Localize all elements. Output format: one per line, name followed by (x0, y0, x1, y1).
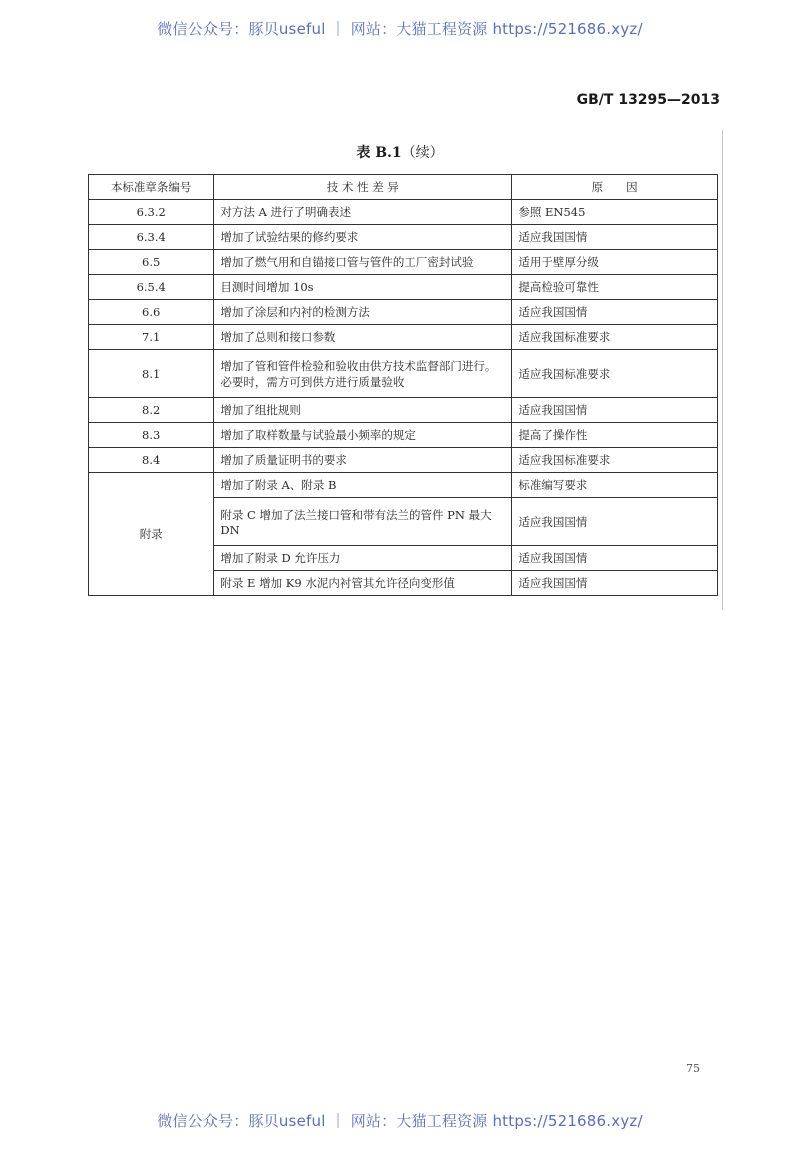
cell-reason: 提高了操作性 (512, 423, 718, 448)
cell-difference: 增加了取样数量与试验最小频率的规定 (214, 423, 512, 448)
table-row (89, 448, 718, 473)
table-row (89, 398, 718, 423)
page-number: 75 (686, 1062, 700, 1075)
cell-difference: 增加了涂层和内衬的检测方法 (214, 300, 512, 325)
table-title-number: 表 B.1 (356, 145, 402, 161)
cell-difference: 增加了附录 D 允许压力 (214, 546, 512, 571)
cell-difference: 增加了附录 A、附录 B (214, 473, 512, 498)
header-difference: 技 术 性 差 异 (214, 175, 512, 200)
table-header-row (89, 175, 718, 200)
cell-reason: 适应我国国情 (512, 225, 718, 250)
table-row (89, 250, 718, 275)
table-row (89, 300, 718, 325)
watermark-top: 微信公众号：豚贝useful ｜ 网站：大猫工程资源 https://521686.xyz/ (157, 20, 643, 38)
cell-clause: 8.2 (89, 398, 214, 423)
table-row (89, 225, 718, 250)
cell-difference: 增加了质量证明书的要求 (214, 448, 512, 473)
table-row (89, 423, 718, 448)
cell-clause: 8.4 (89, 448, 214, 473)
page-edge-rule (722, 130, 723, 610)
cell-difference: 附录 E 增加 K9 水泥内衬管其允许径向变形值 (214, 571, 512, 596)
cell-clause: 6.6 (89, 300, 214, 325)
cell-difference: 对方法 A 进行了明确表述 (214, 200, 512, 225)
header-reason: 原 因 (512, 175, 718, 200)
cell-difference: 增加了组批规则 (214, 398, 512, 423)
cell-clause: 6.3.4 (89, 225, 214, 250)
cell-reason: 适应我国国情 (512, 300, 718, 325)
table-title-suffix: （续） (401, 145, 444, 161)
cell-reason: 适应我国标准要求 (512, 448, 718, 473)
cell-reason: 适用于壁厚分级 (512, 250, 718, 275)
appendix-row (89, 473, 718, 498)
standard-code: GB/T 13295—2013 (576, 92, 720, 108)
appendix-label: 附录 (89, 473, 214, 596)
table-row (89, 350, 718, 398)
cell-reason: 适应我国国情 (512, 498, 718, 546)
table-title (0, 142, 800, 162)
cell-reason: 适应我国国情 (512, 571, 718, 596)
watermark-bottom: 微信公众号：豚贝useful ｜ 网站：大猫工程资源 https://521686.xyz/ (157, 1112, 643, 1130)
cell-reason: 提高检验可靠性 (512, 275, 718, 300)
cell-reason: 参照 EN545 (512, 200, 718, 225)
cell-difference: 附录 C 增加了法兰接口管和带有法兰的管件 PN 最大 DN (214, 498, 512, 546)
cell-reason: 适应我国国情 (512, 546, 718, 571)
cell-clause: 6.5 (89, 250, 214, 275)
cell-reason: 适应我国标准要求 (512, 325, 718, 350)
cell-reason: 标准编写要求 (512, 473, 718, 498)
cell-difference: 增加了燃气用和自锚接口管与管件的工厂密封试验 (214, 250, 512, 275)
cell-clause: 6.3.2 (89, 200, 214, 225)
cell-reason: 适应我国国情 (512, 398, 718, 423)
technical-difference-table (88, 174, 718, 596)
cell-reason: 适应我国标准要求 (512, 350, 718, 398)
cell-clause: 7.1 (89, 325, 214, 350)
header-clause: 本标准章条编号 (89, 175, 214, 200)
table-row (89, 325, 718, 350)
table-row (89, 275, 718, 300)
cell-difference: 增加了总则和接口参数 (214, 325, 512, 350)
table-row (89, 200, 718, 225)
cell-difference: 增加了管和管件检验和验收由供方技术监督部门进行。必要时，需方可到供方进行质量验收 (214, 350, 512, 398)
cell-clause: 8.3 (89, 423, 214, 448)
cell-difference: 目测时间增加 10s (214, 275, 512, 300)
cell-difference: 增加了试验结果的修约要求 (214, 225, 512, 250)
cell-clause: 6.5.4 (89, 275, 214, 300)
cell-clause: 8.1 (89, 350, 214, 398)
